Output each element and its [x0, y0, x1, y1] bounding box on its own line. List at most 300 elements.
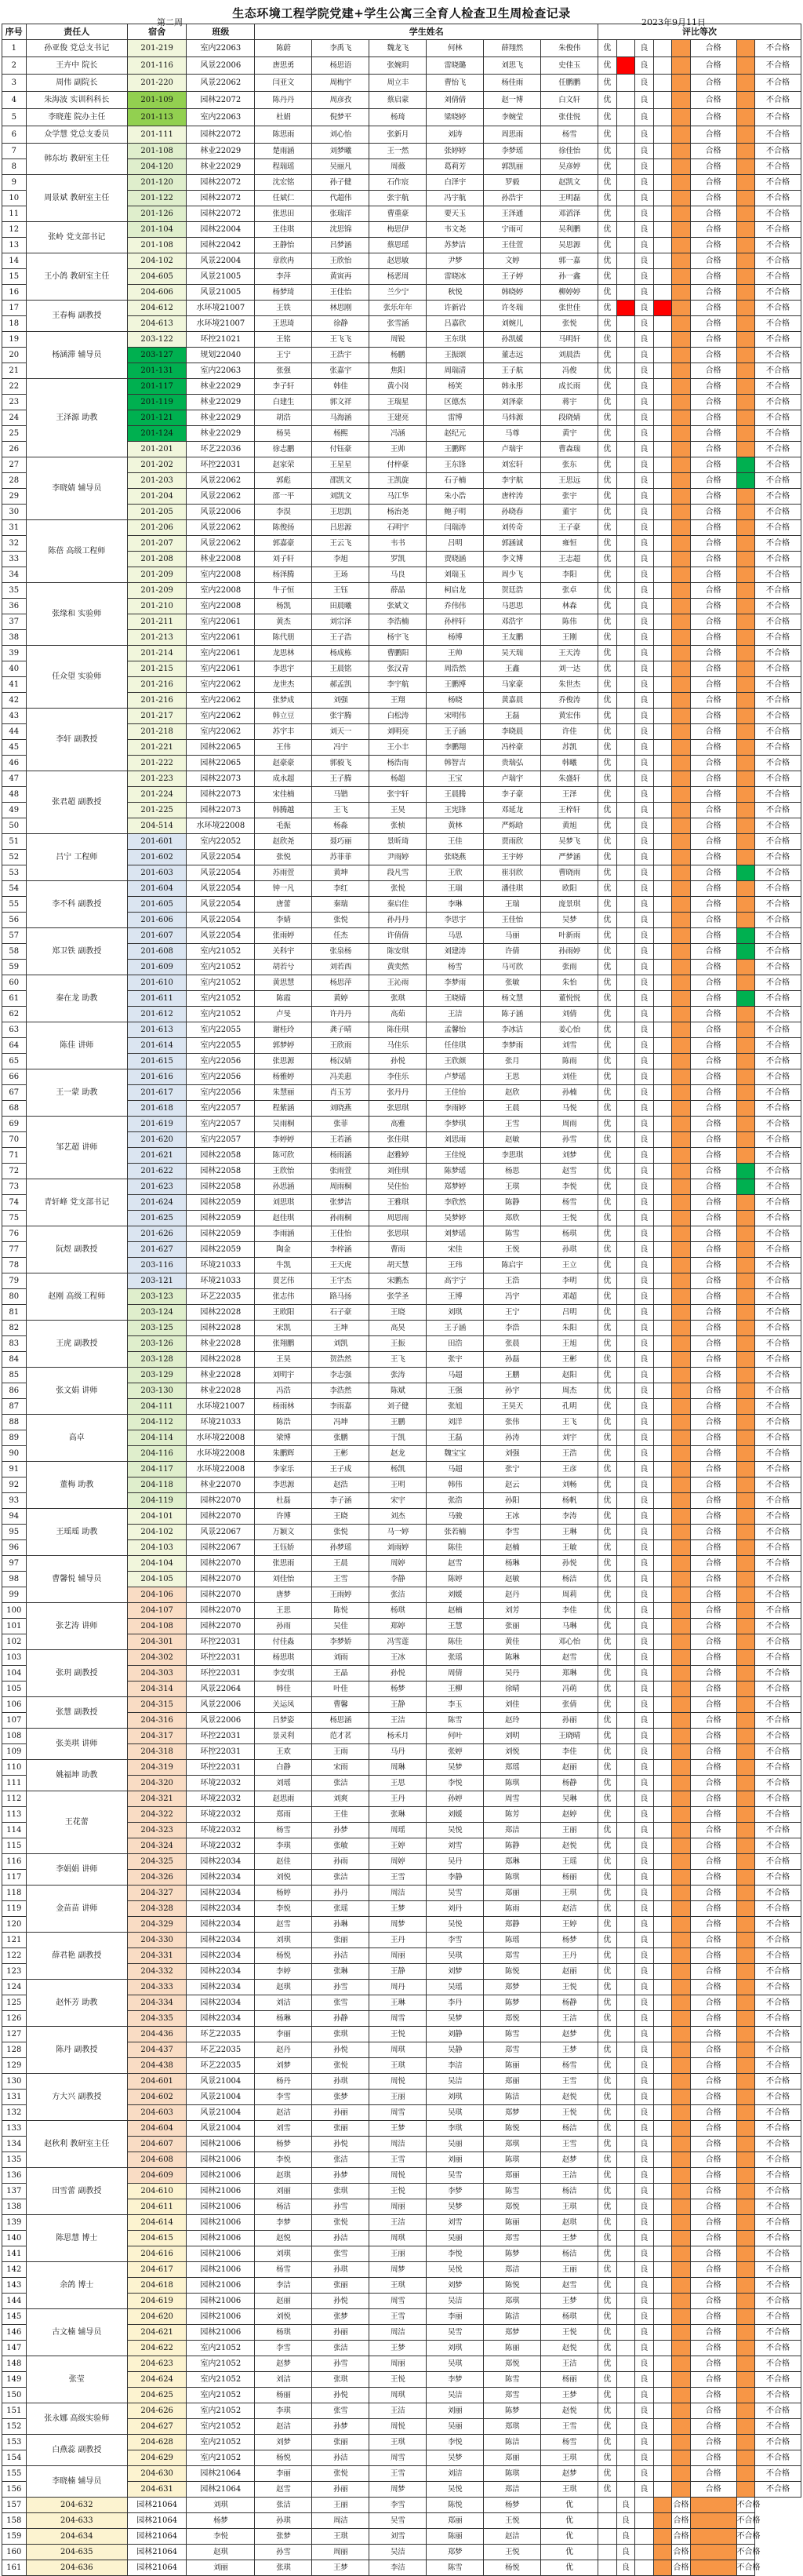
mark-excellent — [616, 1776, 635, 1791]
grade-pass: 合格 — [672, 2529, 691, 2545]
student-name: 张思琪 — [369, 1101, 427, 1117]
grade-good: 良 — [635, 1179, 654, 1195]
grade-good: 良 — [635, 1242, 654, 1258]
mark-excellent — [616, 1226, 635, 1242]
student-name: 黄思慧 — [255, 975, 312, 991]
grade-pass: 合格 — [690, 1791, 736, 1807]
grade-good: 良 — [635, 348, 654, 363]
mark-good — [653, 2137, 672, 2152]
mark-pass — [672, 1368, 691, 1383]
student-name: 王晓 — [369, 1305, 427, 1321]
student-name: 王静怡 — [255, 238, 312, 253]
mark-pass — [653, 2529, 672, 2545]
student-name: 刘琪 — [255, 2246, 312, 2262]
grade-excellent: 优 — [598, 2121, 617, 2137]
grade-excellent: 优 — [598, 2074, 617, 2090]
mark-excellent — [616, 709, 635, 724]
student-name: 孟馨怡 — [427, 1022, 484, 1038]
mark-pass — [672, 897, 691, 913]
grade-fail: 不合格 — [755, 536, 801, 552]
student-name: 刘婉儿 — [484, 316, 541, 332]
class-name: 室内21052 — [187, 2372, 255, 2388]
grade-excellent: 优 — [598, 787, 617, 803]
row-index: 30 — [2, 505, 27, 520]
mark-good — [653, 1069, 672, 1085]
mark-excellent — [616, 803, 635, 818]
dorm-number: 204-102 — [128, 253, 187, 269]
class-name: 园林21006 — [187, 2278, 255, 2294]
grade-pass: 合格 — [690, 1226, 736, 1242]
row-index: 94 — [2, 1509, 27, 1525]
class-name: 园林22034 — [187, 1995, 255, 2011]
grade-fail: 不合格 — [755, 1226, 801, 1242]
student-name: 王琳 — [369, 1995, 427, 2011]
student-name: 王强 — [427, 1383, 484, 1399]
class-name: 园林22034 — [187, 1917, 255, 1933]
grade-excellent: 优 — [598, 2341, 617, 2356]
student-name: 卢梦瑶 — [427, 1069, 484, 1085]
student-name: 杨思琪 — [255, 1650, 312, 1666]
grade-pass: 合格 — [690, 1807, 736, 1823]
student-name: 郝孟凯 — [312, 677, 369, 693]
grade-excellent: 优 — [598, 1901, 617, 1917]
student-name: 苏凯 — [541, 740, 598, 756]
grade-good: 良 — [635, 2294, 654, 2309]
student-name: 刘一达 — [541, 661, 598, 677]
grade-pass: 合格 — [690, 1901, 736, 1917]
student-name: 王钰 — [312, 583, 369, 599]
mark-excellent — [616, 1854, 635, 1870]
student-name: 赵悦 — [541, 2090, 598, 2105]
mark-pass — [672, 1273, 691, 1289]
class-name: 风景22054 — [187, 897, 255, 913]
student-name: 张丽 — [312, 2121, 369, 2137]
grade-good: 良 — [635, 1038, 654, 1054]
student-name: 刘思飞 — [484, 57, 541, 75]
student-name: 杨泽腾 — [255, 567, 312, 583]
class-name: 林业22028 — [187, 1336, 255, 1352]
dorm-number: 201-217 — [128, 709, 187, 724]
class-name: 园林22034 — [187, 2011, 255, 2027]
row-index: 25 — [2, 426, 27, 442]
student-name: 吴悦 — [427, 1823, 484, 1838]
responsible-person: 余鸽 博士 — [26, 2262, 127, 2309]
mark-good — [653, 709, 672, 724]
mark-pass — [672, 1572, 691, 1587]
mark-excellent — [616, 2011, 635, 2027]
dorm-number: 201-223 — [128, 771, 187, 787]
mark-pass — [672, 1995, 691, 2011]
dorm-number: 204-111 — [128, 1399, 187, 1415]
mark-excellent — [616, 1430, 635, 1446]
grade-pass: 合格 — [690, 614, 736, 630]
student-name: 李梦琪 — [427, 1117, 484, 1132]
mark-pass — [672, 1556, 691, 1572]
grade-pass: 合格 — [690, 1634, 736, 1650]
mark-good — [653, 1901, 672, 1917]
student-name: 兰少宁 — [369, 285, 427, 301]
student-name: 郑悦 — [484, 2011, 541, 2027]
grade-good: 良 — [635, 865, 654, 881]
student-name: 唐蕾 — [255, 897, 312, 913]
student-name: 孙洁 — [312, 2231, 369, 2246]
mark-good — [653, 379, 672, 395]
mark-excellent — [616, 2105, 635, 2121]
student-name: 刘杰 — [369, 1509, 427, 1525]
class-name: 园林22070 — [187, 1509, 255, 1525]
student-name: 赵梦 — [541, 2152, 598, 2168]
student-name: 周丽 — [369, 2199, 427, 2215]
grade-excellent: 优 — [598, 1289, 617, 1305]
student-name: 蔡思瑶 — [369, 238, 427, 253]
grade-pass: 合格 — [690, 426, 736, 442]
mark-fail — [736, 40, 755, 57]
student-name: 孔明 — [541, 1399, 598, 1415]
mark-fail — [736, 1964, 755, 1980]
student-name: 杨凯 — [369, 1462, 427, 1477]
class-name: 风景22054 — [187, 928, 255, 944]
student-name: 王雨 — [312, 1744, 369, 1760]
student-name: 刘晨浩 — [541, 348, 598, 363]
row-index: 146 — [2, 2325, 27, 2341]
mark-good — [653, 1995, 672, 2011]
student-name: 赵洁 — [484, 2529, 541, 2545]
mark-good — [653, 1054, 672, 1069]
student-name: 刘建涛 — [427, 944, 484, 960]
table-row — [2, 1462, 801, 1477]
student-name: 黄宇 — [541, 426, 598, 442]
dorm-number: 204-315 — [128, 1697, 187, 1713]
dorm-number: 204-320 — [128, 1776, 187, 1791]
class-name: 风景22062 — [187, 489, 255, 505]
dorm-number: 204-333 — [128, 1980, 187, 1995]
grade-pass: 合格 — [690, 348, 736, 363]
student-name: 周悦 — [369, 2419, 427, 2435]
dorm-number: 204-326 — [128, 1870, 187, 1886]
grade-fail: 不合格 — [755, 2199, 801, 2215]
student-name: 刘雨婷 — [369, 1540, 427, 1556]
mark-fail — [736, 316, 755, 332]
grade-excellent: 优 — [598, 2372, 617, 2388]
grade-pass: 合格 — [672, 2545, 691, 2560]
grade-excellent: 优 — [598, 2466, 617, 2482]
table-row — [2, 1179, 801, 1195]
grade-fail: 不合格 — [755, 1336, 801, 1352]
mark-excellent — [616, 2168, 635, 2184]
student-name: 白建生 — [255, 395, 312, 410]
grade-fail: 不合格 — [755, 348, 801, 363]
student-name: 周瑞清 — [427, 363, 484, 379]
class-name: 园林22070 — [187, 1493, 255, 1509]
student-name: 张志伟 — [255, 1289, 312, 1305]
mark-excellent — [616, 473, 635, 489]
grade-good: 良 — [635, 1870, 654, 1886]
student-name: 李阳 — [541, 567, 598, 583]
grade-excellent: 优 — [598, 1305, 617, 1321]
student-name: 王志超 — [541, 552, 598, 567]
mark-pass — [672, 850, 691, 865]
class-name: 园林22058 — [187, 1164, 255, 1179]
student-name: 赵雅婷 — [369, 1148, 427, 1164]
student-name: 王玚 — [312, 567, 369, 583]
mark-pass — [672, 677, 691, 693]
mark-excellent — [616, 1587, 635, 1603]
student-name: 王子涵 — [427, 724, 484, 740]
grade-excellent: 优 — [598, 1634, 617, 1650]
inspection-table — [2, 24, 801, 2576]
student-name: 王佳 — [427, 834, 484, 850]
grade-fail: 不合格 — [755, 1964, 801, 1980]
grade-fail: 不合格 — [755, 1603, 801, 1619]
grade-fail: 不合格 — [755, 1933, 801, 1948]
grade-excellent: 优 — [598, 771, 617, 787]
mark-pass — [672, 1886, 691, 1901]
grade-excellent: 优 — [598, 1823, 617, 1838]
mark-good — [653, 1933, 672, 1948]
class-name: 林业22029 — [187, 426, 255, 442]
mark-good — [653, 75, 672, 92]
student-name: 赵思敏 — [369, 253, 427, 269]
student-name: 吴彦婷 — [541, 159, 598, 175]
grade-pass: 合格 — [690, 269, 736, 285]
mark-pass — [672, 1195, 691, 1211]
student-name: 王琪 — [541, 2450, 598, 2466]
student-name: 李晓晨 — [484, 724, 541, 740]
student-name: 马悦 — [541, 1101, 598, 1117]
student-name: 邓心怡 — [541, 1634, 598, 1650]
student-name: 陈雪 — [484, 2027, 541, 2042]
grade-excellent: 优 — [598, 1666, 617, 1682]
dorm-number: 201-208 — [128, 552, 187, 567]
student-name: 赵雪 — [541, 1164, 598, 1179]
table-row — [2, 1697, 801, 1713]
mark-pass — [672, 332, 691, 348]
grade-pass: 合格 — [690, 2215, 736, 2231]
student-name: 张泉杨 — [312, 944, 369, 960]
mark-excellent — [616, 2356, 635, 2372]
student-name: 赵纪元 — [427, 426, 484, 442]
mark-excellent — [616, 881, 635, 897]
mark-pass — [672, 285, 691, 301]
grade-excellent: 优 — [598, 1886, 617, 1901]
grade-fail: 不合格 — [755, 2184, 801, 2199]
grade-excellent: 优 — [598, 1085, 617, 1101]
mark-fail — [736, 1336, 755, 1352]
mark-fail — [736, 1305, 755, 1321]
row-index: 114 — [2, 1823, 27, 1838]
dorm-number: 204-622 — [128, 2341, 187, 2356]
grade-good: 良 — [635, 2090, 654, 2105]
mark-fail — [736, 1901, 755, 1917]
grade-good: 良 — [635, 1509, 654, 1525]
mark-excellent — [616, 1415, 635, 1430]
grade-good: 良 — [635, 944, 654, 960]
student-name: 贾雨欣 — [484, 834, 541, 850]
student-name: 王敏 — [541, 1540, 598, 1556]
grade-fail: 不合格 — [755, 583, 801, 599]
student-name: 周雪 — [484, 1791, 541, 1807]
mark-excellent — [616, 693, 635, 709]
responsible-person: 陈思慧 博士 — [26, 2215, 127, 2262]
student-name: 杨丽 — [541, 1870, 598, 1886]
grade-pass: 合格 — [690, 2294, 736, 2309]
student-name: 徐佳怡 — [541, 144, 598, 159]
student-name: 梅思伊 — [369, 222, 427, 238]
responsible-person: 李晓婧 辅导员 — [26, 457, 127, 520]
student-name: 周丹 — [369, 1980, 427, 1995]
mark-pass — [672, 567, 691, 583]
mark-pass — [672, 2419, 691, 2435]
mark-pass — [672, 1619, 691, 1634]
row-index: 70 — [2, 1132, 27, 1148]
grade-good: 良 — [635, 159, 654, 175]
student-name: 周立丰 — [369, 75, 427, 92]
grade-pass: 合格 — [690, 285, 736, 301]
mark-fail — [736, 599, 755, 614]
grade-good: 良 — [635, 2309, 654, 2325]
grade-excellent: 优 — [598, 1948, 617, 1964]
grade-pass: 合格 — [690, 2074, 736, 2090]
student-name: 王飞 — [312, 803, 369, 818]
grade-excellent: 优 — [598, 395, 617, 410]
grade-pass: 合格 — [690, 787, 736, 803]
grade-fail: 不合格 — [755, 206, 801, 222]
dorm-number: 201-126 — [128, 206, 187, 222]
mark-fail — [736, 1242, 755, 1258]
student-name: 石子豪 — [312, 1305, 369, 1321]
grade-pass: 合格 — [690, 2419, 736, 2435]
student-name: 杨丽 — [255, 2388, 312, 2403]
grade-excellent: 优 — [598, 1415, 617, 1430]
mark-good — [635, 2513, 654, 2529]
grade-fail: 不合格 — [755, 1305, 801, 1321]
student-name: 白泽宇 — [427, 175, 484, 191]
dorm-number: 204-331 — [128, 1948, 187, 1964]
row-index: 110 — [2, 1760, 27, 1776]
mark-pass — [672, 724, 691, 740]
student-name: 雷晓璐 — [427, 57, 484, 75]
mark-fail — [736, 1383, 755, 1399]
grade-excellent: 优 — [598, 693, 617, 709]
mark-excellent — [616, 1069, 635, 1085]
student-name: 陈瑶 — [484, 1933, 541, 1948]
student-name: 王飞 — [541, 1415, 598, 1430]
student-name: 冯坤 — [312, 1415, 369, 1430]
student-name: 张学圣 — [369, 1289, 427, 1305]
student-name: 周雪 — [369, 2450, 427, 2466]
row-index: 76 — [2, 1226, 27, 1242]
grade-good: 良 — [635, 818, 654, 834]
mark-good — [653, 787, 672, 803]
grade-good: 良 — [635, 834, 654, 850]
student-name: 周悦 — [369, 2168, 427, 2184]
grade-fail: 不合格 — [755, 1148, 801, 1164]
grade-fail: 不合格 — [755, 1477, 801, 1493]
student-name: 宋鹏杰 — [369, 1273, 427, 1289]
row-index: 59 — [2, 960, 27, 975]
grade-fail: 不合格 — [755, 1054, 801, 1069]
mark-good — [653, 1415, 672, 1430]
student-name: 刘泽豪 — [484, 395, 541, 410]
mark-good — [653, 1650, 672, 1666]
table-row — [2, 222, 801, 238]
student-name: 周洁 — [369, 2137, 427, 2152]
student-name: 赵雪 — [255, 1917, 312, 1933]
mark-pass — [672, 1666, 691, 1682]
student-name: 冯雪莲 — [369, 1634, 427, 1650]
class-name: 室内22063 — [187, 363, 255, 379]
student-name: 韩晓婷 — [484, 285, 541, 301]
grade-excellent: 优 — [598, 2184, 617, 2199]
mark-fail — [736, 1289, 755, 1305]
grade-fail: 不合格 — [755, 1525, 801, 1540]
dorm-number: 204-514 — [128, 818, 187, 834]
responsible-person: 薛君艳 副教授 — [26, 1933, 127, 1980]
mark-excellent — [616, 2152, 635, 2168]
dorm-number: 201-602 — [128, 850, 187, 865]
grade-good: 良 — [635, 756, 654, 771]
student-name: 王彬 — [312, 1446, 369, 1462]
student-name: 冯宇 — [484, 1289, 541, 1305]
grade-excellent: 优 — [598, 2105, 617, 2121]
mark-excellent — [616, 818, 635, 834]
mark-excellent — [616, 2074, 635, 2090]
grade-pass: 合格 — [690, 1368, 736, 1383]
grade-pass: 合格 — [690, 238, 736, 253]
row-index: 161 — [2, 2560, 27, 2576]
student-name: 闫亚文 — [255, 75, 312, 92]
mark-fail — [736, 2042, 755, 2058]
mark-excellent — [616, 2309, 635, 2325]
mark-fail — [690, 2545, 736, 2560]
student-name: 张伟 — [484, 1415, 541, 1430]
class-name: 园林21006 — [187, 2184, 255, 2199]
grade-fail: 不合格 — [755, 1258, 801, 1273]
student-name: 苏菲菲 — [312, 850, 369, 865]
row-index: 10 — [2, 191, 27, 206]
grade-good: 良 — [635, 1697, 654, 1713]
student-name: 杨超 — [369, 771, 427, 787]
grade-excellent: 优 — [598, 1760, 617, 1776]
grade-fail: 不合格 — [755, 1729, 801, 1744]
row-index: 22 — [2, 379, 27, 395]
mark-pass — [672, 2231, 691, 2246]
mark-fail — [736, 57, 755, 75]
grade-fail: 不合格 — [755, 1744, 801, 1760]
student-name: 张桢 — [369, 818, 427, 834]
grade-fail: 不合格 — [755, 379, 801, 395]
student-name: 王静 — [369, 1964, 427, 1980]
grade-good: 良 — [635, 2466, 654, 2482]
student-name: 成长雨 — [541, 379, 598, 395]
grade-pass: 合格 — [690, 410, 736, 426]
mark-fail — [736, 75, 755, 92]
student-name: 吴梦 — [427, 2011, 484, 2027]
student-name: 王琪 — [541, 2199, 598, 2215]
grade-fail: 不合格 — [755, 1619, 801, 1634]
mark-fail — [690, 2560, 736, 2576]
mark-fail — [736, 1117, 755, 1132]
student-name: 陈代朋 — [255, 630, 312, 646]
grade-good: 良 — [635, 1525, 654, 1540]
row-index: 63 — [2, 1022, 27, 1038]
mark-excellent — [616, 1289, 635, 1305]
grade-excellent: 优 — [598, 599, 617, 614]
table-row — [2, 57, 801, 75]
mark-fail — [736, 2011, 755, 2027]
mark-excellent — [616, 771, 635, 787]
grade-pass: 合格 — [672, 2513, 691, 2529]
